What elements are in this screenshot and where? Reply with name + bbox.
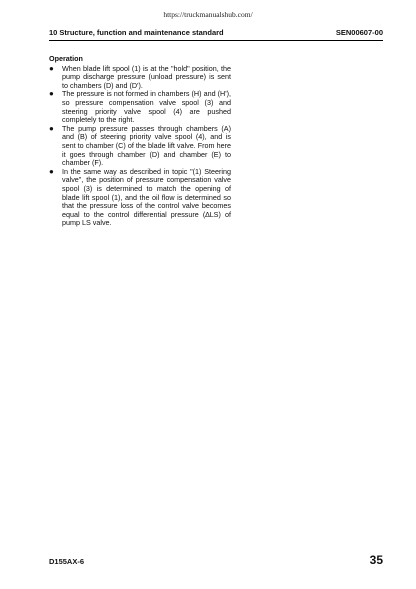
list-item xyxy=(49,90,231,124)
list-item xyxy=(49,65,231,91)
main-content xyxy=(49,55,231,228)
chapter-title: 10 Structure, function and maintenance standard xyxy=(49,28,224,37)
list-item-text: When blade lift spool (1) is at the "hold" position, the pump discharge pressure (unload pressure) is sent to chambers (D) and (D'). xyxy=(62,63,231,90)
bullet-icon: ● xyxy=(49,123,54,133)
machine-model: D155AX-6 xyxy=(49,557,85,566)
section-title: Operation xyxy=(49,54,83,63)
list-item-text: The pressure is not formed in chambers (H) and (H'), so pressure compensation valve spool (3) and steering priority valve spool (4) are pushed completely to the right. xyxy=(62,89,231,125)
page-footer xyxy=(49,555,383,569)
list-item-text: The pump pressure passes through chambers (A) and (B) of steering priority valve spool (4), and is sent to chamber (C) of the blade lift valve. From here it goes through chamber (D) and chamber (E) to chamber (F). xyxy=(62,123,231,168)
list-item-text: In the same way as described in topic "(1) Steering valve", the position of pressure compensation valve spool (3) is determined to match the opening of blade lift spool (1), and the oil flow is determined so that the pressure loss of the control valve becomes equal to the control differential pressure (∆LS) of pump LS valve. xyxy=(62,166,231,228)
bullet-icon: ● xyxy=(49,166,54,176)
source-url: https://truckmanualshub.com/ xyxy=(163,10,253,19)
list-item xyxy=(49,125,231,168)
list-item xyxy=(49,168,231,228)
bullet-icon: ● xyxy=(49,89,54,99)
bullet-icon: ● xyxy=(49,63,54,73)
page-header xyxy=(49,28,383,41)
operation-list xyxy=(49,65,231,228)
page-number: 35 xyxy=(369,553,383,567)
document-code: SEN00607-00 xyxy=(335,28,383,37)
